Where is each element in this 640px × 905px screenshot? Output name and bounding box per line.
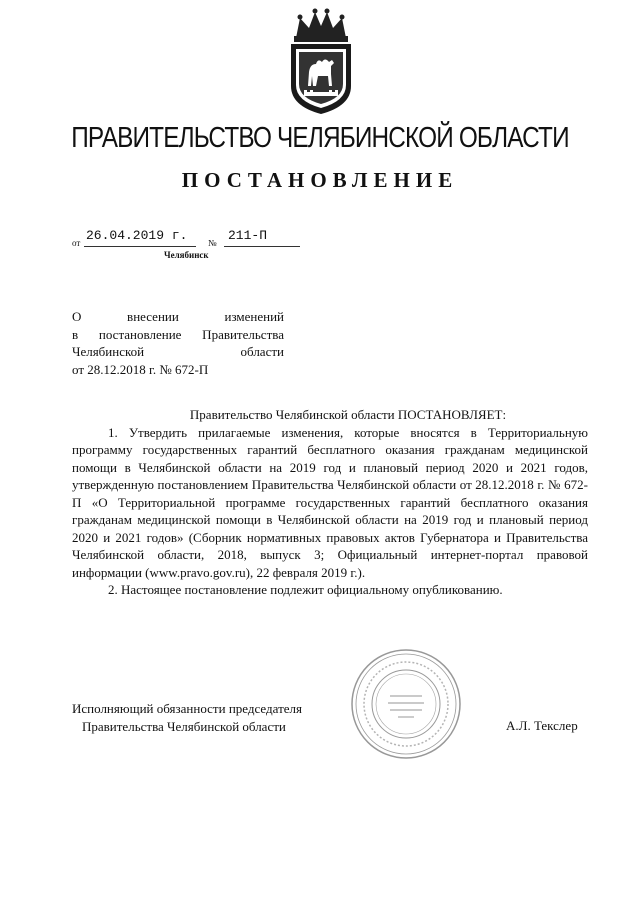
document-date: 26.04.2019 г. — [86, 228, 188, 243]
subject-line: от 28.12.2018 г. № 672-П — [72, 361, 209, 377]
signatory-name: А.Л. Текслер — [506, 718, 578, 733]
document-type-title: ПОСТАНОВЛЕНИЕ — [181, 168, 459, 192]
date-prefix: от — [72, 238, 81, 248]
number-sign: № — [208, 238, 217, 248]
date-underline — [84, 246, 196, 247]
body-paragraph-2: 2. Настоящее постановление подлежит официальному опубликованию. — [108, 582, 503, 597]
document-city: Челябинск — [164, 250, 209, 260]
document-number: 211-П — [228, 228, 268, 243]
number-underline — [224, 246, 300, 247]
subject-line: в постановление Правительства — [72, 326, 284, 342]
signatory-role-line: Правительства Челябинской области — [82, 718, 286, 734]
document-subject — [72, 308, 284, 378]
official-seal-icon — [350, 648, 462, 760]
subject-line: О внесении изменений — [72, 309, 284, 324]
coat-of-arms-icon — [282, 8, 360, 116]
body-paragraph-1: 1. Утвердить прилагаемые изменения, которые вносятся в Территориальную программу государственных гарантий бесплатного оказания гражданам медицинской помощи в Челябинской области на 2019 год и плановый период 2020 и 2021 годов, утвержденную постановлением Правительства Челябинской области от 28.12.2018 г. № 672-П «О Территориальной программе государственных гарантий бесплатного оказания гражданам медицинской помощи в Челябинской области на 2019 год и плановый период 2020 и 2021 годов» (Сборник нормативных правовых актов Губернатора и Правительства Челябинской области, 2018, выпуск 3; Официальный интернет-портал правовой информации (www.pravo.gov.ru), 22 февраля 2019 г.). — [72, 424, 588, 580]
document-meta — [72, 228, 332, 264]
signatory-role — [72, 700, 302, 735]
body-intro: Правительство Челябинской области ПОСТАНОВЛЯЕТ: — [189, 407, 507, 422]
document-body — [72, 406, 588, 599]
signatory-role-line: Исполняющий обязанности председателя — [72, 701, 302, 716]
subject-line: Челябинской области — [72, 344, 284, 359]
government-title: ПРАВИТЕЛЬСТВО ЧЕЛЯБИНСКОЙ ОБЛАСТИ — [71, 122, 569, 154]
